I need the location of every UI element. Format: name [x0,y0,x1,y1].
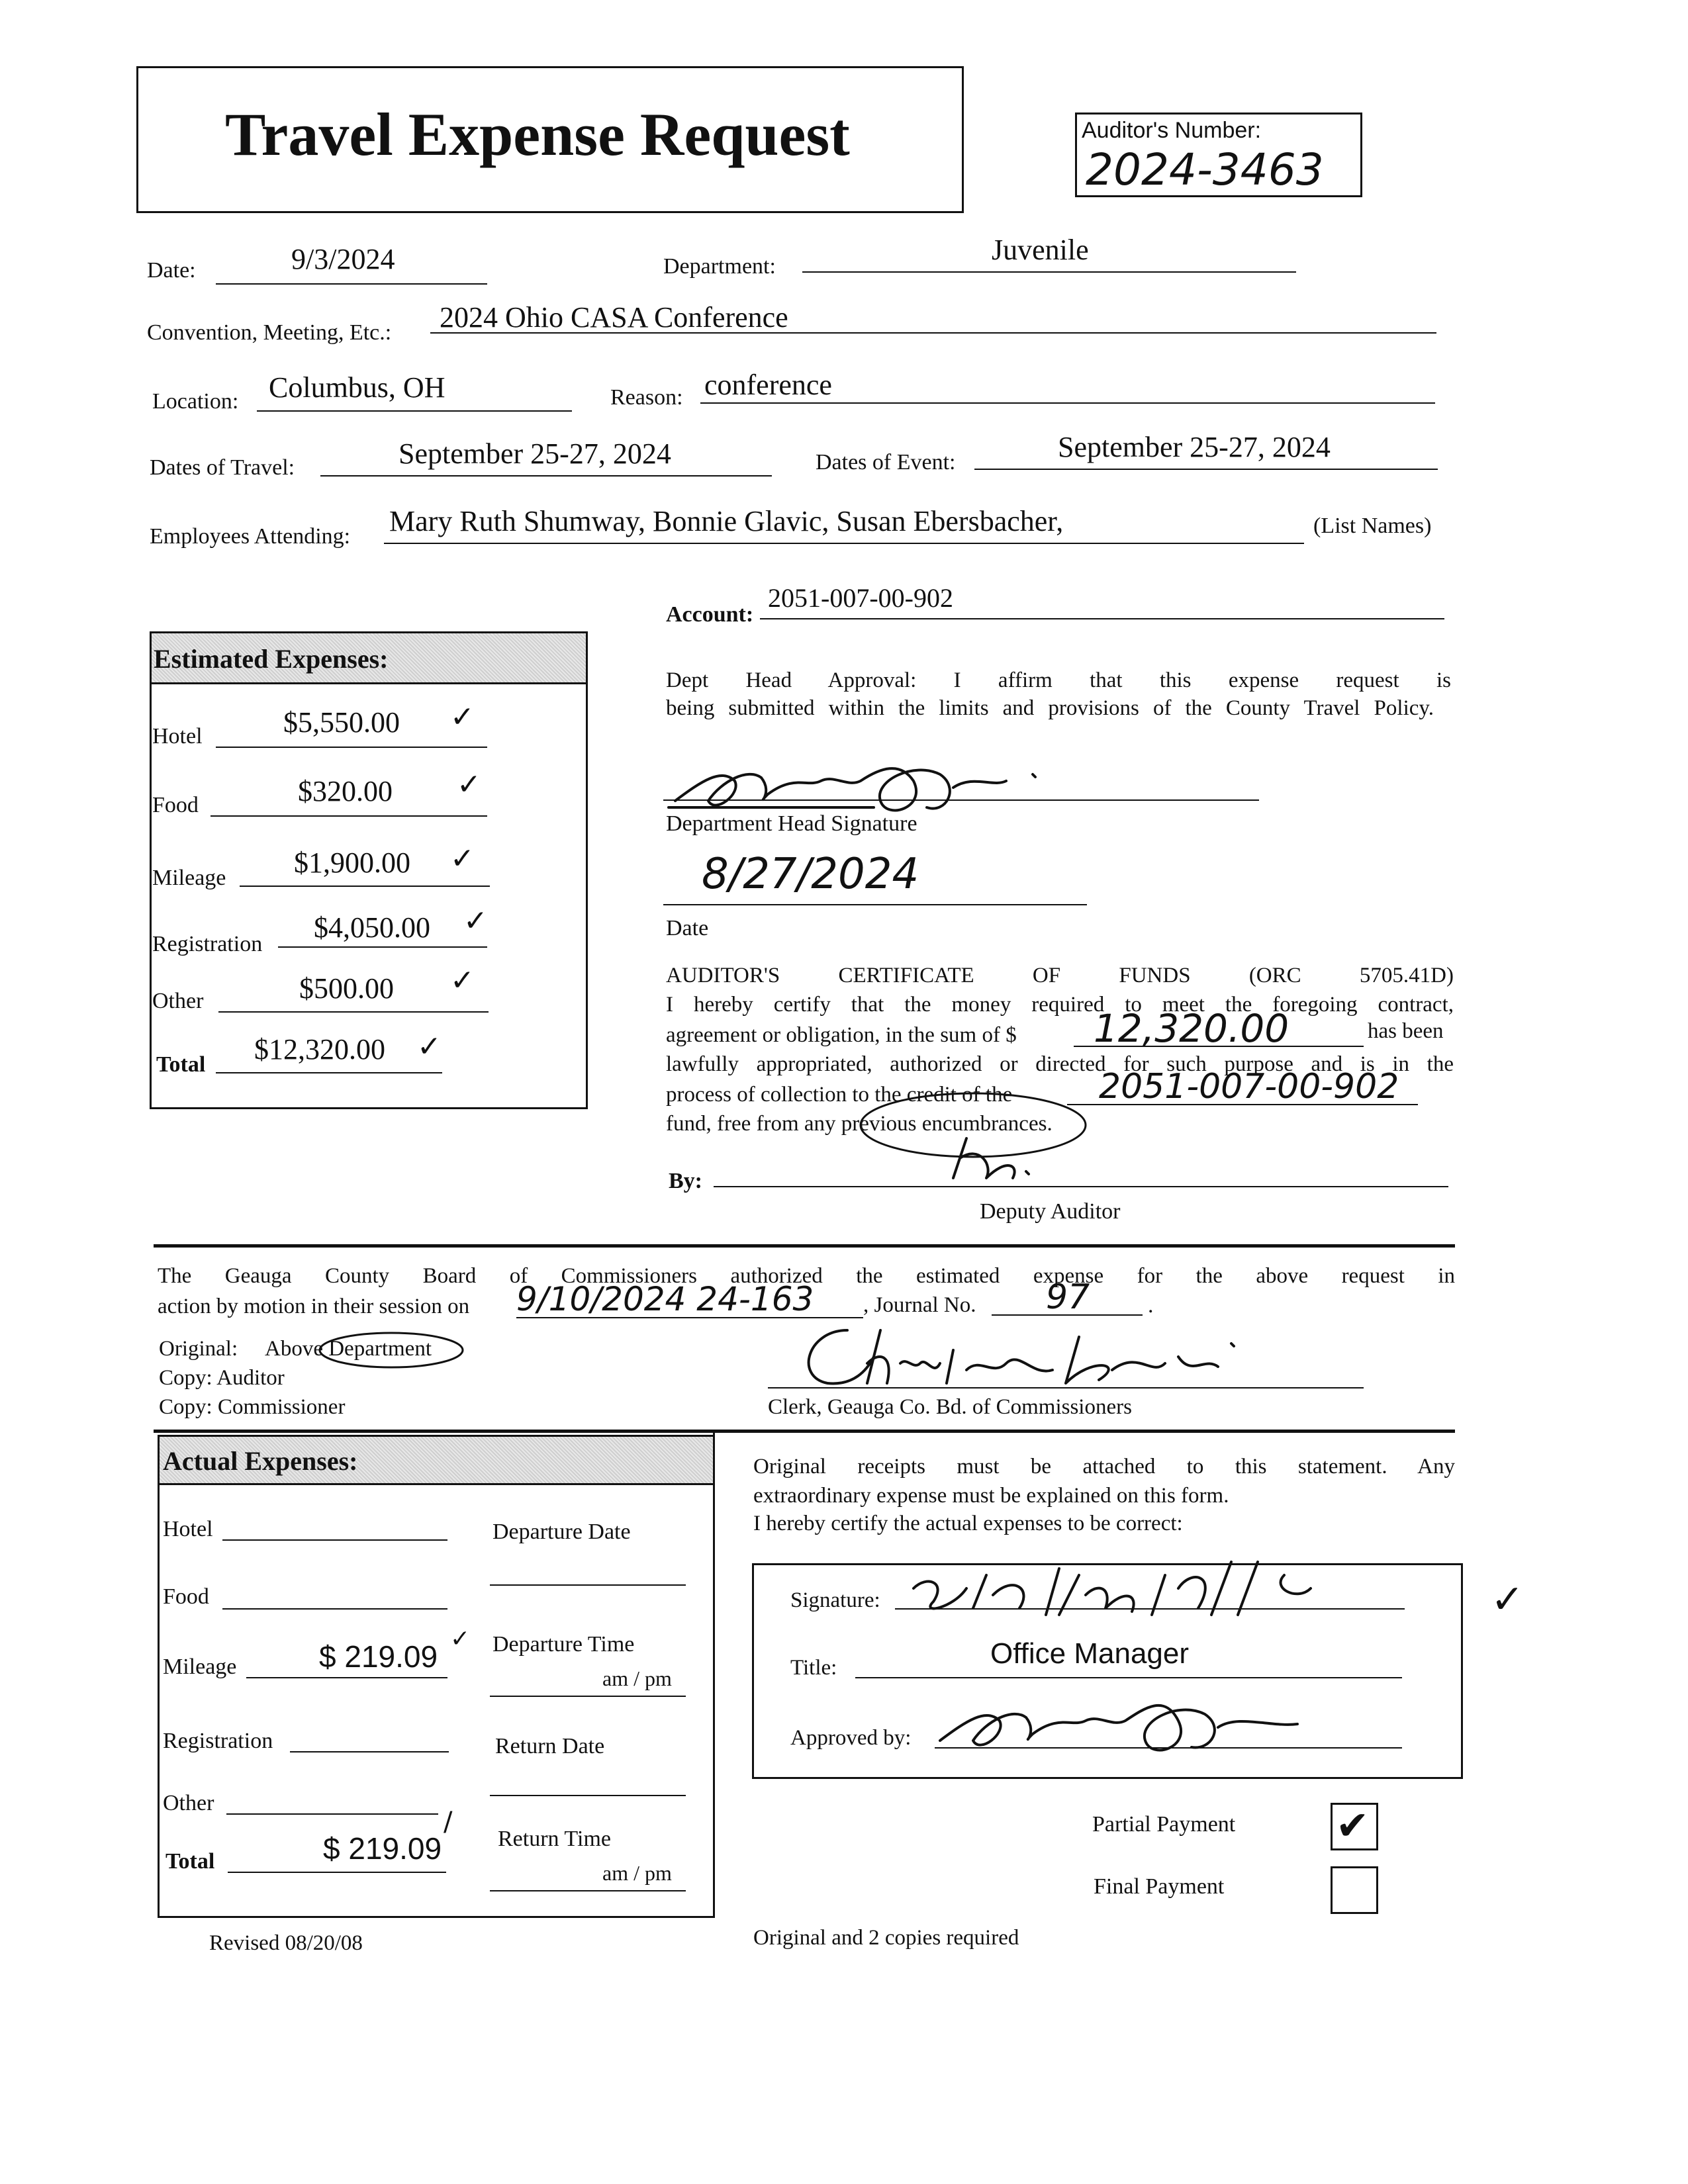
title-value[interactable]: Office Manager [990,1637,1190,1670]
checkmark-icon: ✔ [1336,1803,1370,1849]
est-food-value[interactable]: $320.00 [298,775,393,807]
est-food-line [211,815,487,817]
department-circle-mark [315,1330,467,1373]
act-return-date-label: Return Date [495,1734,605,1758]
act-food-line[interactable] [222,1608,447,1610]
employees-label: Employees Attending: [150,524,351,549]
auditors-number-value[interactable]: 2024-3463 [1086,144,1324,195]
act-total-value[interactable]: $ 219.09 [323,1831,442,1866]
auditor-cert-line3-pre: agreement or obligation, in the sum of $ [666,1023,1017,1047]
actual-expenses-title: Actual Expenses: [163,1446,358,1476]
check-icon: ✓ [457,768,481,801]
act-other-line[interactable] [226,1813,438,1815]
auditor-certificate-heading: AUDITOR'S CERTIFICATE OF FUNDS (ORC 5705.41D) [666,964,1454,987]
reason-line [700,402,1435,404]
act-departure-time-line [490,1696,686,1697]
original-value: Above Department [265,1337,432,1361]
dept-head-approval-line2: being submitted within the limits and provisions of the County Travel Policy. [666,696,1434,720]
location-field[interactable]: Columbus, OH [269,371,445,404]
dept-head-approval-line1: Dept Head Approval: I affirm that this expense request is [666,668,1451,692]
final-payment-label: Final Payment [1094,1874,1225,1899]
revised-label: Revised 08/20/08 [209,1931,363,1955]
auditor-fund-value[interactable]: 2051-007-00-902 [1099,1067,1399,1107]
auditor-sum-value[interactable]: 12,320.00 [1094,1006,1289,1051]
act-return-time-line [490,1890,686,1891]
dates-event-line [974,469,1438,470]
est-other-value[interactable]: $500.00 [299,972,394,1005]
page-title: Travel Expense Request [225,101,850,168]
department-field[interactable]: Juvenile [992,234,1089,266]
board-session-value[interactable]: 9/10/2024 24-163 [516,1280,814,1318]
signature-label: Signature: [790,1588,880,1612]
est-hotel-label: Hotel [152,724,203,749]
account-field[interactable]: 2051-007-00-902 [768,583,953,613]
title-label: Title: [790,1656,837,1680]
account-line [760,618,1444,619]
date-label: Date: [147,258,196,283]
signature-line [895,1608,1405,1610]
dates-event-field[interactable]: September 25-27, 2024 [1058,431,1331,463]
est-mileage-line [240,886,490,887]
act-mileage-value[interactable]: $ 219.09 [319,1639,438,1674]
partial-payment-label: Partial Payment [1092,1812,1236,1837]
list-names-label: (List Names) [1313,514,1432,538]
est-food-label: Food [152,793,199,817]
journal-value[interactable]: 97 [1046,1277,1090,1317]
act-registration-line[interactable] [290,1751,449,1752]
est-hotel-line [216,747,487,748]
reason-field[interactable]: conference [704,369,832,401]
divider-board-bottom [154,1430,1455,1433]
dates-travel-label: Dates of Travel: [150,455,295,480]
copy-commissioner-label: Copy: Commissioner [159,1395,346,1419]
est-other-line [218,1011,489,1013]
dates-travel-field[interactable]: September 25-27, 2024 [399,437,671,470]
check-icon: / [444,1807,453,1837]
est-registration-label: Registration [152,932,263,956]
employee-signature[interactable] [887,1549,1337,1621]
location-label: Location: [152,389,239,414]
dept-head-date-line [663,904,1087,905]
auditor-cert-line3-post: has been [1368,1019,1444,1043]
est-mileage-label: Mileage [152,866,226,890]
approved-by-label: Approved by: [790,1726,912,1750]
auditor-by-line [714,1186,1448,1187]
receipts-line3: I hereby certify the actual expenses to be correct: [753,1512,1183,1535]
check-icon: ✓ [450,842,475,876]
receipts-line1: Original receipts must be attached to this statement. Any [753,1455,1455,1479]
act-total-line [228,1872,446,1873]
convention-label: Convention, Meeting, Etc.: [147,320,392,345]
location-line [257,410,572,412]
date-line [216,283,487,285]
est-registration-line [278,946,487,948]
dates-event-label: Dates of Event: [816,450,956,475]
auditors-number-label: Auditor's Number: [1082,118,1262,143]
department-line [802,271,1296,273]
dates-travel-line [320,475,772,477]
divider-board-top [154,1244,1455,1248]
est-mileage-value[interactable]: $1,900.00 [294,846,410,879]
check-icon: ✓ [417,1030,442,1064]
act-hotel-line[interactable] [222,1539,447,1541]
auditor-cert-line5-pre: process of collection to the credit of the [666,1083,1013,1107]
dept-head-date-value[interactable]: 8/27/2024 [702,850,919,899]
act-return-date-line[interactable] [490,1795,686,1796]
account-label: Account: [666,602,754,627]
employees-field[interactable]: Mary Ruth Shumway, Bonnie Glavic, Susan Ebersbacher, [389,505,1064,537]
act-ampm-1[interactable]: am / pm [602,1666,672,1690]
act-total-label: Total [165,1849,215,1874]
est-total-line [216,1072,442,1073]
dept-head-signature-label: Department Head Signature [666,811,917,836]
act-ampm-2[interactable]: am / pm [602,1861,672,1885]
est-registration-value[interactable]: $4,050.00 [314,911,430,944]
date-field[interactable]: 9/3/2024 [291,243,395,275]
act-mileage-line [246,1677,447,1678]
deputy-auditor-label: Deputy Auditor [980,1199,1121,1224]
receipts-line2: extraordinary expense must be explained on this form. [753,1484,1229,1508]
act-mileage-label: Mileage [163,1655,237,1679]
board-authorization-line2-pre: action by motion in their session on [158,1295,470,1318]
check-icon: ✓ [450,964,475,997]
approved-by-line [935,1747,1402,1749]
act-departure-date-line[interactable] [490,1584,686,1586]
check-icon: ✓ [463,904,488,938]
auditor-cert-line6: fund, free from any previous encumbrances. [666,1112,1053,1136]
auditor-stamp-signature [854,1085,1105,1191]
check-icon: ✓ [450,1625,471,1653]
employees-line [384,543,1304,544]
act-food-label: Food [163,1584,209,1609]
dept-head-date-label: Date [666,916,709,940]
act-registration-label: Registration [163,1729,273,1753]
convention-field[interactable]: 2024 Ohio CASA Conference [440,301,788,334]
final-payment-checkbox[interactable] [1331,1866,1378,1914]
est-total-value[interactable]: $12,320.00 [254,1033,385,1066]
estimated-expenses-title: Estimated Expenses: [154,644,389,674]
auditor-cert-line4: lawfully appropriated, authorized or directed for such purpose and is in the [666,1052,1454,1076]
act-departure-time-label: Departure Time [492,1632,635,1657]
board-authorization-line1: The Geauga County Board of Commissioners authorized the estimated expense for the above request in [158,1264,1455,1288]
journal-label: , Journal No. [863,1293,976,1317]
copy-auditor-label: Copy: Auditor [159,1366,285,1390]
auditor-cert-line2: I hereby certify that the money required to meet the foregoing contract, [666,993,1454,1017]
clerk-signature-line [768,1387,1364,1388]
act-return-time-label: Return Time [498,1827,611,1851]
est-other-label: Other [152,989,204,1013]
department-label: Department: [663,254,776,279]
actual-expenses-divider [713,1430,715,1569]
dept-head-signature-line [663,799,1259,801]
est-total-label: Total [156,1052,206,1077]
reason-label: Reason: [610,385,683,410]
clerk-label: Clerk, Geauga Co. Bd. of Commissioners [768,1395,1132,1419]
copies-required-label: Original and 2 copies required [753,1926,1019,1950]
act-hotel-label: Hotel [163,1517,213,1541]
act-other-label: Other [163,1791,214,1815]
est-hotel-value[interactable]: $5,550.00 [283,706,400,739]
margin-check-icon: ✓ [1491,1576,1524,1623]
check-icon: ✓ [450,700,475,734]
clerk-signature[interactable] [768,1317,1244,1396]
original-label: Original: [159,1337,238,1361]
auditor-by-label: By: [669,1169,702,1193]
journal-period: . [1148,1293,1154,1318]
act-departure-date-label: Departure Date [492,1520,631,1544]
